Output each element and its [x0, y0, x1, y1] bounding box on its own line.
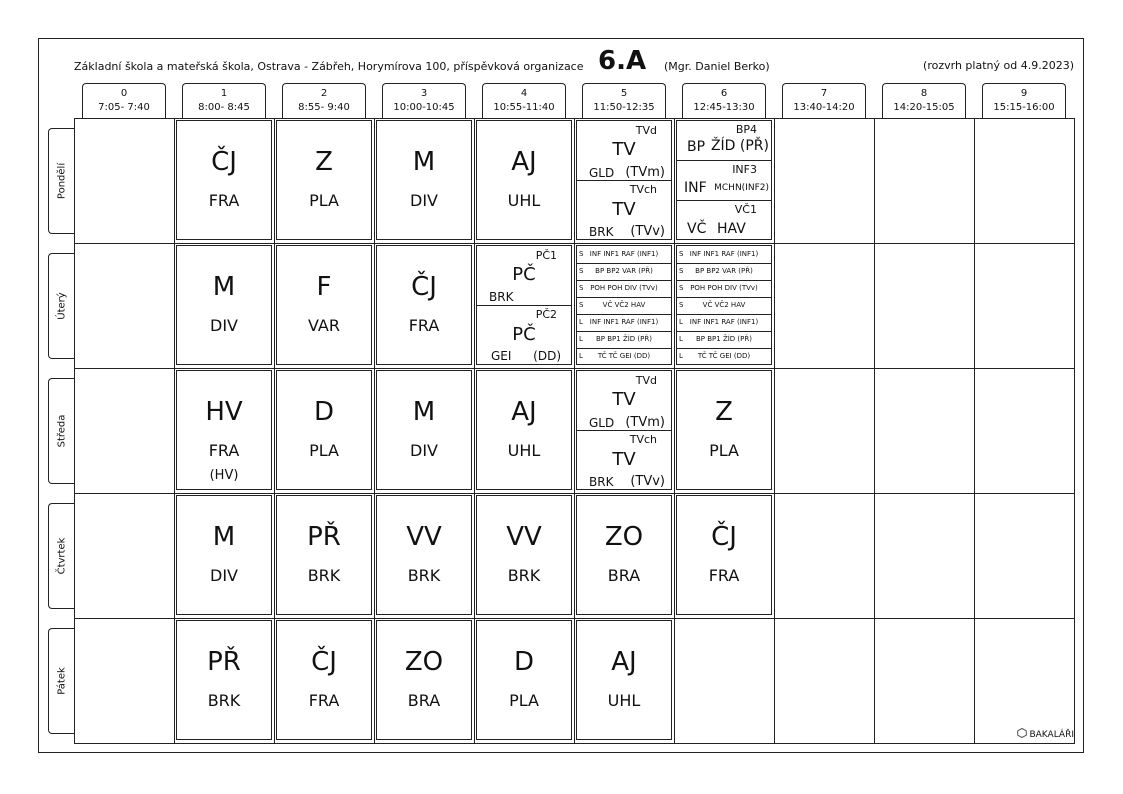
sub-lesson-text: VČ VČ2 HAV [602, 301, 646, 309]
class-name: 6.A [598, 46, 647, 76]
lesson-subject: Z [315, 147, 333, 177]
period-number: 8 [920, 88, 928, 99]
group-name: TVch [629, 433, 657, 446]
sub-lesson-text: VČ VČ2 HAV [702, 301, 746, 309]
period-time: 10:55-11:40 [493, 102, 555, 113]
week-marker: L [679, 318, 683, 326]
sub-lesson [577, 297, 671, 315]
lesson-subject: ČJ [311, 647, 337, 677]
lesson-teacher: UHL [507, 441, 541, 460]
sub-lesson [677, 246, 771, 264]
group-name: PČ2 [535, 308, 557, 321]
period-header-8 [882, 83, 966, 118]
brand-name: BAKALÁŘI [1029, 730, 1074, 740]
group-teacher: MCHN(INF2) [714, 183, 769, 193]
lesson-subject: M [412, 147, 436, 177]
lesson-teacher: FRA [308, 691, 340, 710]
day-label-thursday [48, 503, 74, 609]
lesson-teacher: FRA [408, 316, 440, 335]
period-number: 4 [520, 88, 528, 99]
group-room: (TVm) [625, 165, 665, 180]
lesson-teacher: BRA [407, 691, 441, 710]
lesson-cell [176, 120, 272, 240]
day-name: Čtvrtek [56, 537, 67, 575]
lesson-subject: M [212, 272, 236, 302]
period-header-3 [382, 83, 466, 118]
day-label-wednesday [48, 378, 74, 484]
period-number: 1 [220, 88, 228, 99]
group-teacher: BRK [589, 225, 614, 239]
lesson-subject: AJ [511, 397, 537, 427]
sub-lesson [577, 331, 671, 349]
group-subject: INF [684, 180, 707, 196]
lesson-cell [576, 620, 672, 740]
sub-lesson-text: BP BP2 VAR (PŘ) [695, 267, 753, 275]
week-marker: S [679, 284, 684, 292]
period-number: 3 [420, 88, 428, 99]
grid-line [474, 118, 475, 744]
group-name: TVch [629, 183, 657, 196]
grid-line [574, 118, 575, 744]
week-marker: S [579, 267, 584, 275]
group-name: INF3 [732, 163, 757, 176]
week-marker: S [579, 301, 584, 309]
lesson-subject: PŘ [307, 522, 341, 552]
group-subject: TV [612, 389, 636, 410]
group-subject: TV [612, 449, 636, 470]
period-time: 11:50-12:35 [593, 102, 655, 113]
period-header-2 [282, 83, 366, 118]
lesson-cell-split [576, 120, 672, 240]
period-time: 8:00- 8:45 [198, 102, 250, 113]
group-teacher: HAV [717, 221, 746, 237]
group-subject: TV [612, 199, 636, 220]
group-name: VČ1 [734, 203, 757, 216]
period-time: 12:45-13:30 [693, 102, 755, 113]
lesson-cell [576, 495, 672, 615]
grid-line [374, 118, 375, 744]
period-header-0 [82, 83, 166, 118]
period-number: 5 [620, 88, 628, 99]
lesson-subject: M [412, 397, 436, 427]
period-time: 13:40-14:20 [793, 102, 855, 113]
lesson-cell-split [476, 245, 572, 365]
period-time: 8:55- 9:40 [298, 102, 350, 113]
sub-lesson-text: TČ TČ GEI (DD) [697, 352, 751, 360]
day-name: Úterý [56, 292, 67, 320]
group-lesson [677, 201, 771, 240]
period-time: 15:15-16:00 [993, 102, 1055, 113]
group-subject: PČ [512, 324, 536, 345]
lesson-room: (HV) [209, 468, 239, 483]
grid-line [774, 118, 775, 744]
week-marker: L [579, 318, 583, 326]
day-name: Pondělí [56, 162, 67, 200]
lesson-subject: ČJ [711, 522, 737, 552]
period-number: 0 [120, 88, 128, 99]
sub-lesson-text: INF INF1 RAF (INF1) [589, 250, 659, 258]
week-marker: S [679, 301, 684, 309]
group-subject: BP [687, 139, 706, 155]
group-lesson [577, 181, 671, 240]
lesson-teacher: FRA [708, 566, 740, 585]
lesson-cell [276, 620, 372, 740]
lesson-subject: VV [506, 522, 542, 552]
day-name: Středa [56, 414, 67, 448]
lesson-subject: ZO [404, 647, 444, 677]
sub-lesson [577, 280, 671, 298]
lesson-cell [176, 620, 272, 740]
sub-lesson [577, 246, 671, 264]
sub-lesson-text: POH POH DIV (TVv) [590, 284, 658, 292]
sub-lesson-text: POH POH DIV (TVv) [690, 284, 758, 292]
group-room: (TVm) [625, 415, 665, 430]
period-header-7 [782, 83, 866, 118]
group-name: PČ1 [535, 249, 557, 262]
group-lesson [477, 306, 571, 365]
lesson-cell [276, 495, 372, 615]
grid-line [874, 118, 875, 744]
group-teacher: GLD [589, 416, 615, 430]
week-marker: L [579, 352, 583, 360]
week-marker: S [579, 284, 584, 292]
week-marker: S [579, 250, 584, 258]
day-label-friday [48, 628, 74, 734]
lesson-teacher: UHL [507, 191, 541, 210]
lesson-cell-multi [576, 245, 672, 365]
sub-lesson-text: INF INF1 RAF (INF1) [689, 250, 759, 258]
lesson-cell [276, 370, 372, 490]
group-lesson [577, 431, 671, 490]
day-name: Pátek [56, 667, 67, 695]
lesson-cell [376, 245, 472, 365]
lesson-cell-split [576, 370, 672, 490]
lesson-subject: Z [715, 397, 733, 427]
group-subject: VČ [687, 221, 707, 237]
lesson-teacher: BRK [307, 566, 341, 585]
sub-lesson-text: BP BP1 ŽÍD (PŘ) [696, 335, 752, 343]
lesson-subject: HV [205, 397, 243, 427]
group-lesson [677, 121, 771, 161]
group-name: BP4 [735, 123, 757, 136]
grid-line [74, 493, 1075, 494]
group-lesson [577, 121, 671, 181]
day-label-tuesday [48, 253, 74, 359]
week-marker: S [679, 250, 684, 258]
group-subject: PČ [512, 264, 536, 285]
group-teacher: GEI [491, 349, 512, 363]
sub-lesson [577, 263, 671, 281]
period-time: 7:05- 7:40 [98, 102, 150, 113]
group-teacher: BRK [589, 475, 614, 489]
hexagon-icon [1017, 728, 1027, 738]
sub-lesson-text: BP BP1 ŽÍD (PŘ) [596, 335, 652, 343]
grid-line [174, 118, 175, 744]
lesson-cell [276, 120, 372, 240]
lesson-subject: AJ [611, 647, 637, 677]
lesson-subject: ZO [604, 522, 644, 552]
sub-lesson [677, 331, 771, 349]
group-teacher: GLD [589, 166, 615, 180]
period-number: 7 [820, 88, 828, 99]
lesson-teacher: PLA [309, 441, 339, 460]
school-name: Základní škola a mateřská škola, Ostrava - Zábřeh, Horymírova 100, příspěvková organizace [74, 60, 584, 73]
lesson-teacher: UHL [607, 691, 641, 710]
lesson-teacher: PLA [509, 691, 539, 710]
group-teacher: ŽÍD (PŘ) [710, 138, 769, 154]
sub-lesson [677, 297, 771, 315]
sub-lesson [577, 348, 671, 365]
group-lesson [477, 246, 571, 306]
lesson-subject: VV [406, 522, 442, 552]
period-header-9 [982, 83, 1066, 118]
lesson-teacher: VAR [308, 316, 340, 335]
lesson-teacher: PLA [709, 441, 739, 460]
lesson-teacher: BRA [607, 566, 641, 585]
lesson-subject: ČJ [411, 272, 437, 302]
sub-lesson-text: INF INF1 RAF (INF1) [589, 318, 659, 326]
group-room: (DD) [533, 349, 561, 363]
group-name: TVd [635, 374, 657, 387]
group-room: (TVv) [630, 224, 665, 239]
period-header-5 [582, 83, 666, 118]
lesson-teacher: BRK [207, 691, 241, 710]
period-header-6 [682, 83, 766, 118]
lesson-teacher: FRA [208, 441, 240, 460]
week-marker: L [579, 335, 583, 343]
grid-line [274, 118, 275, 744]
period-number: 6 [720, 88, 728, 99]
week-marker: S [679, 267, 684, 275]
grid-line [74, 368, 1075, 369]
period-number: 9 [1020, 88, 1028, 99]
lesson-subject: D [513, 647, 535, 677]
lesson-cell [376, 370, 472, 490]
grid-line [74, 618, 1075, 619]
lesson-cell [176, 245, 272, 365]
lesson-teacher: FRA [208, 191, 240, 210]
lesson-teacher: DIV [210, 566, 238, 585]
week-marker: L [679, 335, 683, 343]
lesson-subject: PŘ [207, 647, 241, 677]
lesson-cell [176, 495, 272, 615]
lesson-teacher: DIV [410, 191, 438, 210]
lesson-teacher: DIV [210, 316, 238, 335]
lesson-teacher: BRK [507, 566, 541, 585]
lesson-cell [476, 370, 572, 490]
week-marker: L [679, 352, 683, 360]
lesson-cell [676, 495, 772, 615]
lesson-cell [376, 620, 472, 740]
period-time: 14:20-15:05 [893, 102, 955, 113]
class-teacher: (Mgr. Daniel Berko) [664, 60, 770, 73]
period-header-1 [182, 83, 266, 118]
lesson-cell [476, 120, 572, 240]
group-lesson [577, 371, 671, 431]
lesson-cell [376, 120, 472, 240]
day-label-monday [48, 128, 74, 234]
sub-lesson [677, 263, 771, 281]
sub-lesson [577, 314, 671, 332]
lesson-cell [476, 620, 572, 740]
period-header-4 [482, 83, 566, 118]
lesson-cell-split [676, 120, 772, 240]
group-subject: TV [612, 139, 636, 160]
validity-date: (rozvrh platný od 4.9.2023) [923, 59, 1074, 72]
grid-line [974, 118, 975, 744]
lesson-cell [276, 245, 372, 365]
sub-lesson [677, 280, 771, 298]
group-room: (TVv) [630, 474, 665, 489]
lesson-subject: F [316, 272, 332, 302]
period-number: 2 [320, 88, 328, 99]
lesson-cell [376, 495, 472, 615]
group-teacher: BRK [489, 290, 514, 304]
bakalari-logo [1017, 728, 1074, 740]
lesson-teacher: DIV [410, 441, 438, 460]
sub-lesson-text: INF INF1 RAF (INF1) [689, 318, 759, 326]
sub-lesson-text: BP BP2 VAR (PŘ) [595, 267, 653, 275]
grid-line [674, 118, 675, 744]
group-name: TVd [635, 124, 657, 137]
sub-lesson-text: TČ TČ GEI (DD) [597, 352, 651, 360]
period-time: 10:00-10:45 [393, 102, 455, 113]
lesson-subject: AJ [511, 147, 537, 177]
lesson-subject: D [313, 397, 335, 427]
lesson-cell [176, 370, 272, 490]
lesson-subject: M [212, 522, 236, 552]
lesson-subject: ČJ [211, 147, 237, 177]
lesson-cell [676, 370, 772, 490]
sub-lesson [677, 348, 771, 365]
lesson-teacher: BRK [407, 566, 441, 585]
lesson-cell-multi [676, 245, 772, 365]
grid-line [74, 243, 1075, 244]
lesson-cell [476, 495, 572, 615]
group-lesson [677, 161, 771, 201]
sub-lesson [677, 314, 771, 332]
lesson-teacher: PLA [309, 191, 339, 210]
